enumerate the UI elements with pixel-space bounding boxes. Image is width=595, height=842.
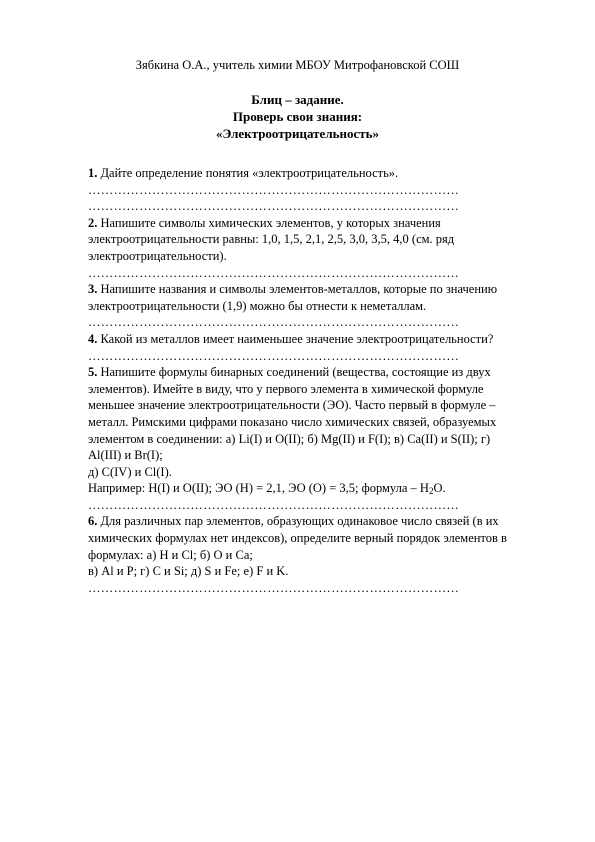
- question-5-line-d: д) C(IV) и Cl(I).: [88, 464, 172, 479]
- question-1: [88, 165, 523, 182]
- example-text: Например: H(I) и O(II); ЭО (H) = 2,1, ЭО (O) = 3,5; формула – H: [88, 481, 429, 496]
- question-text: Напишите формулы бинарных соединений (вещества, состоящие из двух элементов). Имейте в виду, что у первого элемента в химической формуле меньшее значение электроотрицательности (ЭО). Часто первый в формуле – металл. Римскими цифрами показано число химических связей, образуемых элементом в соединении: а) Li(I) и O(II); б) Mg(II) и F(I); в) Ca(II) и S(II); г) Al(III) и Br(I);: [88, 365, 497, 463]
- answer-line: ……………………………………………………………………………: [88, 199, 460, 214]
- question-6-line-2: в) Al и P; г) C и Si; д) S и Fe; е) F и K.: [88, 564, 289, 579]
- question-2: [88, 215, 523, 265]
- question-4: [88, 331, 523, 348]
- question-3: [88, 281, 523, 314]
- question-number: 3.: [88, 282, 98, 297]
- answer-line: ……………………………………………………………………………: [88, 315, 460, 330]
- question-text: Какой из металлов имеет наименьшее значение электроотрицательности?: [97, 331, 494, 346]
- question-number: 5.: [88, 365, 98, 380]
- question-text: Напишите символы химических элементов, у которых значения электроотрицательности равны: 1,0, 1,5, 2,1, 2,5, 3,0, 3,5, 4,0 (см. ряд электроотрицательности).: [88, 215, 455, 263]
- answer-line: ……………………………………………………………………………: [88, 265, 460, 280]
- question-5-example: [88, 480, 523, 497]
- answer-line: ……………………………………………………………………………: [88, 580, 460, 595]
- question-text: Дайте определение понятия «электроотрицательность».: [97, 166, 399, 180]
- question-text: Напишите названия и символы элементов-металлов, которые по значению электроотрицательности (1,9) можно бы отнести к неметаллам.: [88, 282, 498, 313]
- answer-line: ……………………………………………………………………………: [88, 497, 460, 512]
- questions-list: [88, 165, 523, 596]
- author-line: Зябкина О.А., учитель химии МБОУ Митрофановской СОШ: [135, 58, 460, 72]
- title-line-3: «Электроотрицательность»: [215, 126, 380, 141]
- question-number: 4.: [88, 331, 98, 346]
- title-line-2: Проверь свои знания:: [232, 109, 363, 124]
- title-line-1: Блиц – задание.: [251, 92, 344, 107]
- question-number: 6.: [88, 514, 98, 529]
- answer-line: ……………………………………………………………………………: [88, 182, 460, 197]
- question-text: Для различных пар элементов, образующих одинаковое число связей (в их химических формулах нет индексов), определите верный порядок элементов в формулах: а) H и Cl; б) O и Ca;: [88, 514, 507, 562]
- question-number: 2.: [88, 215, 98, 230]
- title-block: [0, 91, 595, 142]
- question-number: 1.: [88, 166, 98, 180]
- question-5: [88, 364, 523, 464]
- example-subscript: 2: [428, 486, 434, 497]
- question-6: [88, 513, 523, 563]
- example-text-end: O.: [433, 481, 446, 496]
- answer-line: ……………………………………………………………………………: [88, 348, 460, 363]
